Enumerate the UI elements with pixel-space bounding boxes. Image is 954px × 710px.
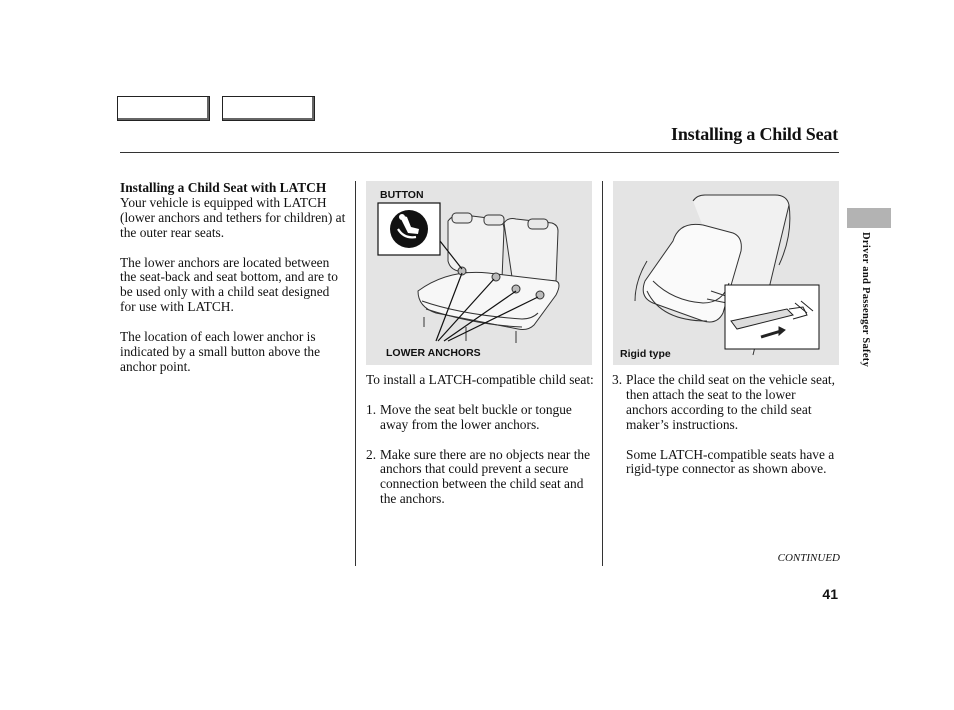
- install-intro: To install a LATCH-compatible child seat:: [366, 372, 594, 387]
- nav-button-index[interactable]: [222, 96, 315, 121]
- rear-seat-illustration: [366, 181, 592, 365]
- column-divider-left: [355, 181, 356, 566]
- section-tab: [847, 208, 891, 228]
- step-text: Place the child seat on the vehicle seat, then attach the seat to the lower anchors according to the child seat maker’s instructions.: [626, 372, 835, 432]
- paragraph-button: The location of each lower anchor is indicated by a small button above the anchor point.: [120, 329, 321, 374]
- page-number: 41: [822, 586, 838, 602]
- paragraph-equipped: Your vehicle is equipped with LATCH (lower anchors and tethers for children) at the outer rear seats.: [120, 194, 346, 240]
- step-text: Move the seat belt buckle or tongue away from the lower anchors.: [380, 401, 572, 432]
- step-number: 1.: [366, 401, 377, 417]
- rigid-note: Some LATCH-compatible seats have a rigid-type connector as shown above.: [626, 446, 835, 477]
- figure-label-lower-anchors: LOWER ANCHORS: [386, 347, 481, 359]
- figure-seat-anchors: [366, 181, 592, 365]
- figure-label-rigid-type: Rigid type: [620, 348, 671, 360]
- step-number: 3.: [612, 372, 623, 387]
- section-tab-label: Driver and Passenger Safety: [860, 232, 871, 368]
- continued-label: CONTINUED: [777, 552, 840, 564]
- nav-button-contents[interactable]: [117, 96, 210, 121]
- install-steps: [366, 403, 594, 507]
- paragraph-location: The lower anchors are located between the seat-back and seat bottom, and are to be used only with a child seat designed for use with LATCH.: [120, 254, 338, 315]
- install-steps-continued: [612, 373, 838, 433]
- step-text: Make sure there are no objects near the anchors that could prevent a secure connection between the child seat and the anchors.: [380, 446, 591, 507]
- middle-column: [366, 373, 594, 522]
- column-divider-right: [602, 181, 603, 566]
- figure-label-button: BUTTON: [380, 189, 424, 201]
- list-item: [366, 403, 594, 433]
- latch-child-seat-icon: [378, 203, 440, 255]
- list-item: [612, 373, 838, 433]
- left-column: [120, 181, 348, 390]
- page-title: Installing a Child Seat: [671, 124, 838, 144]
- step-number: 2.: [366, 446, 377, 462]
- right-column: [612, 373, 838, 492]
- section-heading: Installing a Child Seat with LATCH: [120, 180, 327, 195]
- header-rule: [120, 152, 839, 153]
- figure-rigid-connector: [613, 181, 839, 365]
- child-seat-illustration: [613, 181, 839, 365]
- list-item: [366, 448, 594, 508]
